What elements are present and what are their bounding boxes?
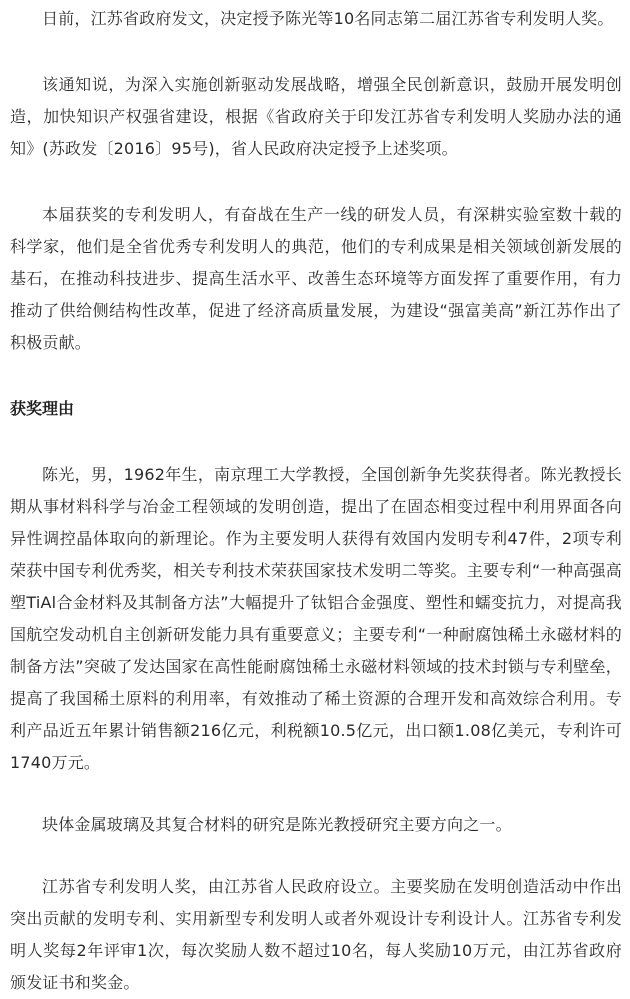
paragraph-notice: 该通知说，为深入实施创新驱动发展战略，增强全民创新意识，鼓励开展发明创造，加快知识产权强省建设，根据《省政府关于印发江苏省专利发明人奖励办法的通知》(苏政发〔2016〕95号)，省人民政府决定授予上述奖项。 (10, 75, 622, 158)
paragraph-winners-overview: 本届获奖的专利发明人，有奋战在生产一线的研发人员，有深耕实验室数十载的科学家，他们是全省优秀专利发明人的典范，他们的专利成果是相关领域创新发展的基石，在推动科技进步、提高生活水平、改善生态环境等方面发挥了重要作用，有力推动了供给侧结构性改革，促进了经济高质量发展，为建设“强富美高”新江苏作出了积极贡献。 (10, 205, 622, 352)
article-body (10, 3, 622, 999)
paragraph-award-description: 江苏省专利发明人奖，由江苏省人民政府设立。主要奖励在发明创造活动中作出突出贡献的发明专利、实用新型专利发明人或者外观设计专利设计人。江苏省专利发明人奖每2年评审1次，每次奖励人数不超过10名，每人奖励10万元，由江苏省政府颁发证书和奖金。 (10, 877, 622, 992)
section-heading: 获奖理由 (10, 399, 75, 418)
paragraph-chen-guang-profile: 陈光，男，1962年生，南京理工大学教授，全国创新争先奖获得者。陈光教授长期从事材料科学与冶金工程领域的发明创造，提出了在固态相变过程中利用界面各向异性调控晶体取向的新理论。作为主要发明人获得有效国内发明专利47件，2项专利荣获中国专利优秀奖，相关专利技术荣获国家技术发明二等奖。主要专利“一种高强高塑TiAl合金材料及其制备方法”大幅提升了钛铝合金强度、塑性和蠕变抗力，对提高我国航空发动机自主创新研发能力具有重要意义；主要专利“一种耐腐蚀稀土永磁材料的制备方法”突破了发达国家在高性能耐腐蚀稀土永磁材料领域的技术封锁与专利壁垒，提高了我国稀土原料的利用率，有效推动了稀土资源的合理开发和高效综合利用。专利产品近五年累计销售额216亿元，利税额10.5亿元，出口额1.08亿美元，专利许可1740万元。 (10, 465, 622, 772)
paragraph-award-announcement: 日前，江苏省政府发文，决定授予陈光等10名同志第二届江苏省专利发明人奖。 (42, 9, 614, 28)
paragraph-research-direction: 块体金属玻璃及其复合材料的研究是陈光教授研究主要方向之一。 (42, 815, 512, 834)
